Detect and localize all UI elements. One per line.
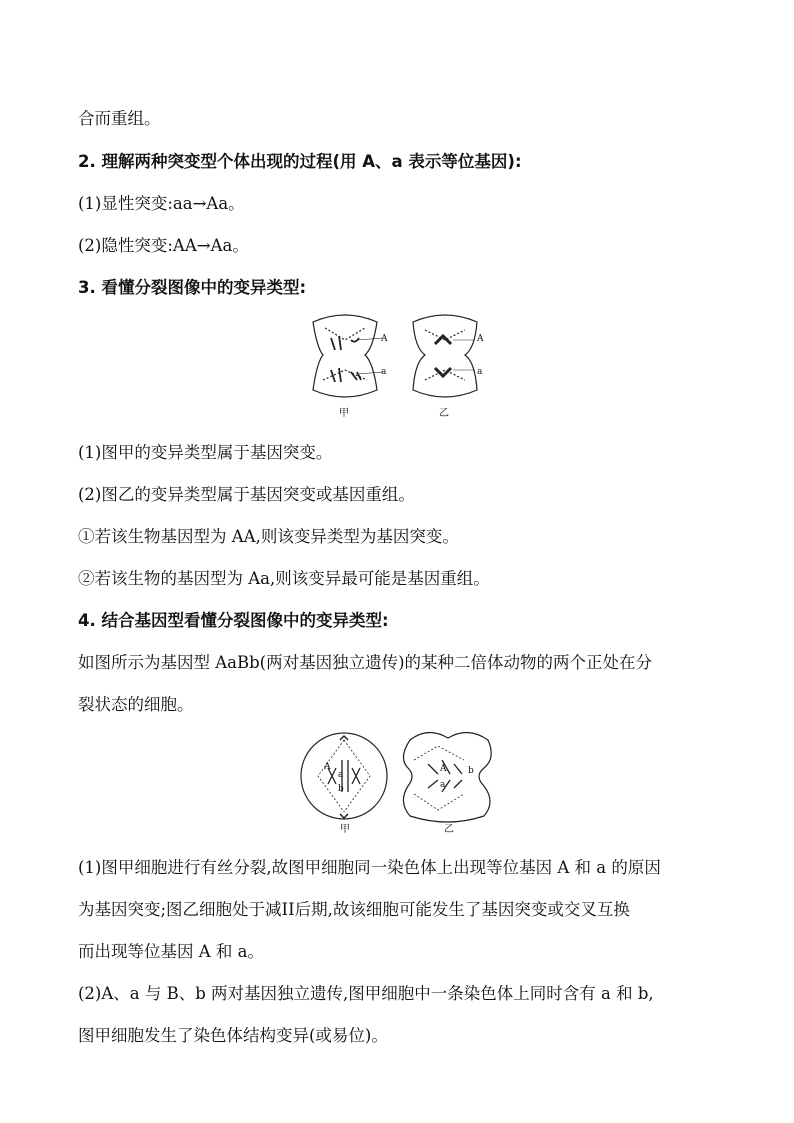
section-heading-3: 3. 看懂分裂图像中的变异类型:	[78, 278, 307, 297]
text-line: 图甲细胞发生了染色体结构变异(或易位)。	[78, 1026, 388, 1045]
gene-label-a: a	[440, 780, 446, 790]
gene-label-a: a	[381, 367, 387, 377]
gene-label-A: A	[440, 764, 447, 774]
figure-label-jia: 甲	[339, 408, 349, 419]
gene-label-b: b	[338, 784, 344, 794]
text-line: (2)隐性突变:AA→Aa。	[78, 236, 249, 255]
figure-label-yi: 乙	[439, 408, 449, 419]
figure-cell-division-1	[295, 310, 495, 420]
figure-label-yi: 乙	[444, 824, 454, 835]
text-line: 而出现等位基因 A 和 a。	[78, 942, 264, 961]
gene-label-b: b	[468, 766, 474, 776]
text-line: 为基因突变;图乙细胞处于减II后期,故该细胞可能发生了基因突变或交叉互换	[78, 900, 630, 919]
figure-cell-division-2	[298, 730, 498, 835]
gene-label-A: A	[477, 334, 484, 344]
text-line: ①若该生物基因型为 AA,则该变异类型为基因突变。	[78, 527, 459, 546]
figure-label-jia: 甲	[340, 824, 350, 835]
text-line: (1)图甲的变异类型属于基因突变。	[78, 443, 333, 462]
text-line: (1)图甲细胞进行有丝分裂,故图甲细胞同一染色体上出现等位基因 A 和 a 的原因	[78, 858, 661, 877]
section-heading-4: 4. 结合基因型看懂分裂图像中的变异类型:	[78, 611, 389, 630]
gene-label-A: A	[381, 334, 388, 344]
text-line: (1)显性突变:aa→Aa。	[78, 194, 245, 213]
gene-label-a: a	[338, 770, 344, 780]
text-line: (2)图乙的变异类型属于基因突变或基因重组。	[78, 485, 415, 504]
text-line: (2)A、a 与 B、b 两对基因独立遗传,图甲细胞中一条染色体上同时含有 a 和 b,	[78, 984, 654, 1003]
text-line: ②若该生物的基因型为 Aa,则该变异最可能是基因重组。	[78, 569, 490, 588]
text-line: 合而重组。	[78, 109, 161, 128]
section-heading-2: 2. 理解两种突变型个体出现的过程(用 A、a 表示等位基因):	[78, 152, 522, 171]
gene-label-a: a	[477, 367, 483, 377]
text-line: 如图所示为基因型 AaBb(两对基因独立遗传)的某种二倍体动物的两个正处在分	[78, 653, 653, 672]
gene-label-A: A	[324, 762, 331, 772]
text-line: 裂状态的细胞。	[78, 695, 194, 714]
